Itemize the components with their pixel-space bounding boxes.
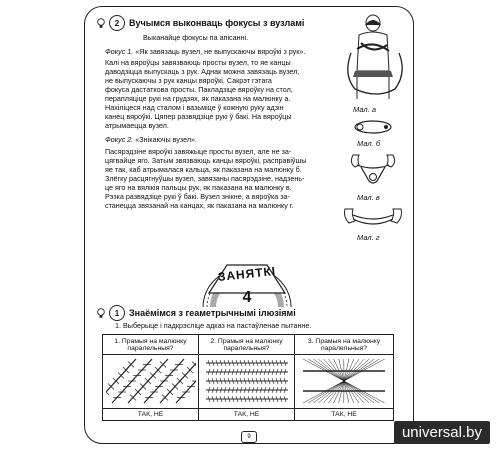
text-line: станецца звязанай на канцах, як паказана на малюнку г. xyxy=(105,201,294,210)
illusion-ray xyxy=(344,359,364,381)
text-line: даводзіцца выпускаць з рук. Аднак можна завязаць вузел, xyxy=(105,67,300,76)
workbook-page xyxy=(84,6,414,444)
illusion-ray xyxy=(318,359,344,381)
text-line: Рэзка развядзіце рукі ў бакі. Вузел знікне, а вяроўка за- xyxy=(105,192,290,201)
illusion-ray xyxy=(318,381,344,403)
section-2-header xyxy=(97,305,296,321)
focus-2-label: Фокус 2. xyxy=(105,135,134,144)
illusion-ray xyxy=(303,359,344,381)
text-line: канец вяроўкі. Цяпер развядзіце рукі ў бакі. На вяроўцы xyxy=(105,112,292,121)
focus-1-heading xyxy=(105,47,335,56)
section-title: Знаёмімся з геаметрычнымі ілюзіямі xyxy=(129,308,296,318)
illusions-table xyxy=(102,334,394,421)
section-title: Вучымся выконваць фокусы з вузламі xyxy=(129,18,305,28)
illusion-ray xyxy=(344,381,380,403)
illusion-ray xyxy=(344,381,374,403)
section-number: 1 xyxy=(109,305,125,321)
focus-1-label: Фокус 1. xyxy=(105,47,134,56)
focus-1-title: «Як завязаць вузел, не выпускаючы вяроўкі з рук». xyxy=(133,47,306,56)
caption-d: Мал. г xyxy=(357,233,380,242)
text-line: яе так, каб атрымалася кальца, як паказана на малюнку б. xyxy=(105,165,302,174)
focus-2-text xyxy=(105,147,337,210)
section-instruction: Выканайце фокусы па апісанні. xyxy=(143,33,249,42)
illustration-hands-spread xyxy=(343,205,403,231)
banner-word: ЗАНЯТКІ xyxy=(217,263,277,285)
task-instruction: 1. Выберыце і падкрэсліце адказ на пастаўленае пытанне. xyxy=(115,321,312,330)
illusion-ray xyxy=(344,381,385,403)
question-cell: 2. Прамыя на малюнку паралельныя? xyxy=(199,335,295,355)
text-line: атрымаецца вузел. xyxy=(105,121,169,130)
section-1-header xyxy=(97,15,304,31)
focus-2-title: «Знікаючы вузел». xyxy=(133,135,198,144)
illusion-ray xyxy=(344,359,385,381)
banner-number: 4 xyxy=(242,289,252,306)
answer-cell[interactable]: ТАК, НЕ xyxy=(103,409,199,421)
text-line: Калі на вяроўцы завязваюць просты вузел, то яе канцы xyxy=(105,58,291,67)
illusion-ray xyxy=(344,359,374,381)
caption-a: Мал. а xyxy=(353,105,376,114)
hering-illusion xyxy=(299,357,389,405)
section-number: 2 xyxy=(109,15,125,31)
page-number: 9 xyxy=(241,431,257,443)
herringbone-illusion xyxy=(202,357,292,405)
text-line: Пасярэдзіне вяроўкі завяжыце просты вузел, але не за- xyxy=(105,147,292,156)
text-line: Нахіліцеся над сталом і вазьміце ў кожную руку адзін xyxy=(105,103,284,112)
illusion-ray xyxy=(303,381,344,403)
zollner-illusion xyxy=(106,357,196,405)
text-line: Злёгку расцягнуўшы вузел, завязаны пасярэдзіне, надзень- xyxy=(105,174,305,183)
illusion-zollner-cell xyxy=(103,355,199,409)
text-line: перапляціце рукі на грудзях, як паказана на малюнку а. xyxy=(105,94,291,103)
watermark: universal.by xyxy=(394,421,490,444)
illusion-ray xyxy=(344,359,380,381)
answer-cell[interactable]: ТАК, НЕ xyxy=(199,409,295,421)
question-cell: 3. Прамыя на малюнку паралельныя? xyxy=(295,335,394,355)
text-line: цягвайце яго. Затым звязваюць канцы вяроўкі, расправіўшы xyxy=(105,156,307,165)
caption-b: Мал. б xyxy=(357,139,381,148)
text-line: фокуса дастаткова просты. Пакладзіце вяроўку на стол, xyxy=(105,85,293,94)
focus-2-heading xyxy=(105,135,335,144)
illustration-crossed-arms xyxy=(343,13,407,101)
question-cell: 1. Прамыя на малюнку паралельныя? xyxy=(103,335,199,355)
text-line: це яго на вялікія пальцы рук, як паказана на малюнку в. xyxy=(105,183,292,192)
text-line: не выпускаючы з рук канцы вяроўкі. Сакрэт гэтага xyxy=(105,76,272,85)
lightbulb-icon xyxy=(97,18,105,29)
illusion-ray xyxy=(344,381,364,403)
illusion-herringbone-cell xyxy=(199,355,295,409)
illustration-knot-on-thumbs xyxy=(347,151,399,191)
illustration-rope-ring xyxy=(351,117,395,137)
caption-c: Мал. в xyxy=(357,193,380,202)
illusion-hering-cell xyxy=(295,355,394,409)
focus-1-text xyxy=(105,58,335,130)
lightbulb-icon xyxy=(97,308,105,319)
answer-cell[interactable]: ТАК, НЕ xyxy=(295,409,394,421)
